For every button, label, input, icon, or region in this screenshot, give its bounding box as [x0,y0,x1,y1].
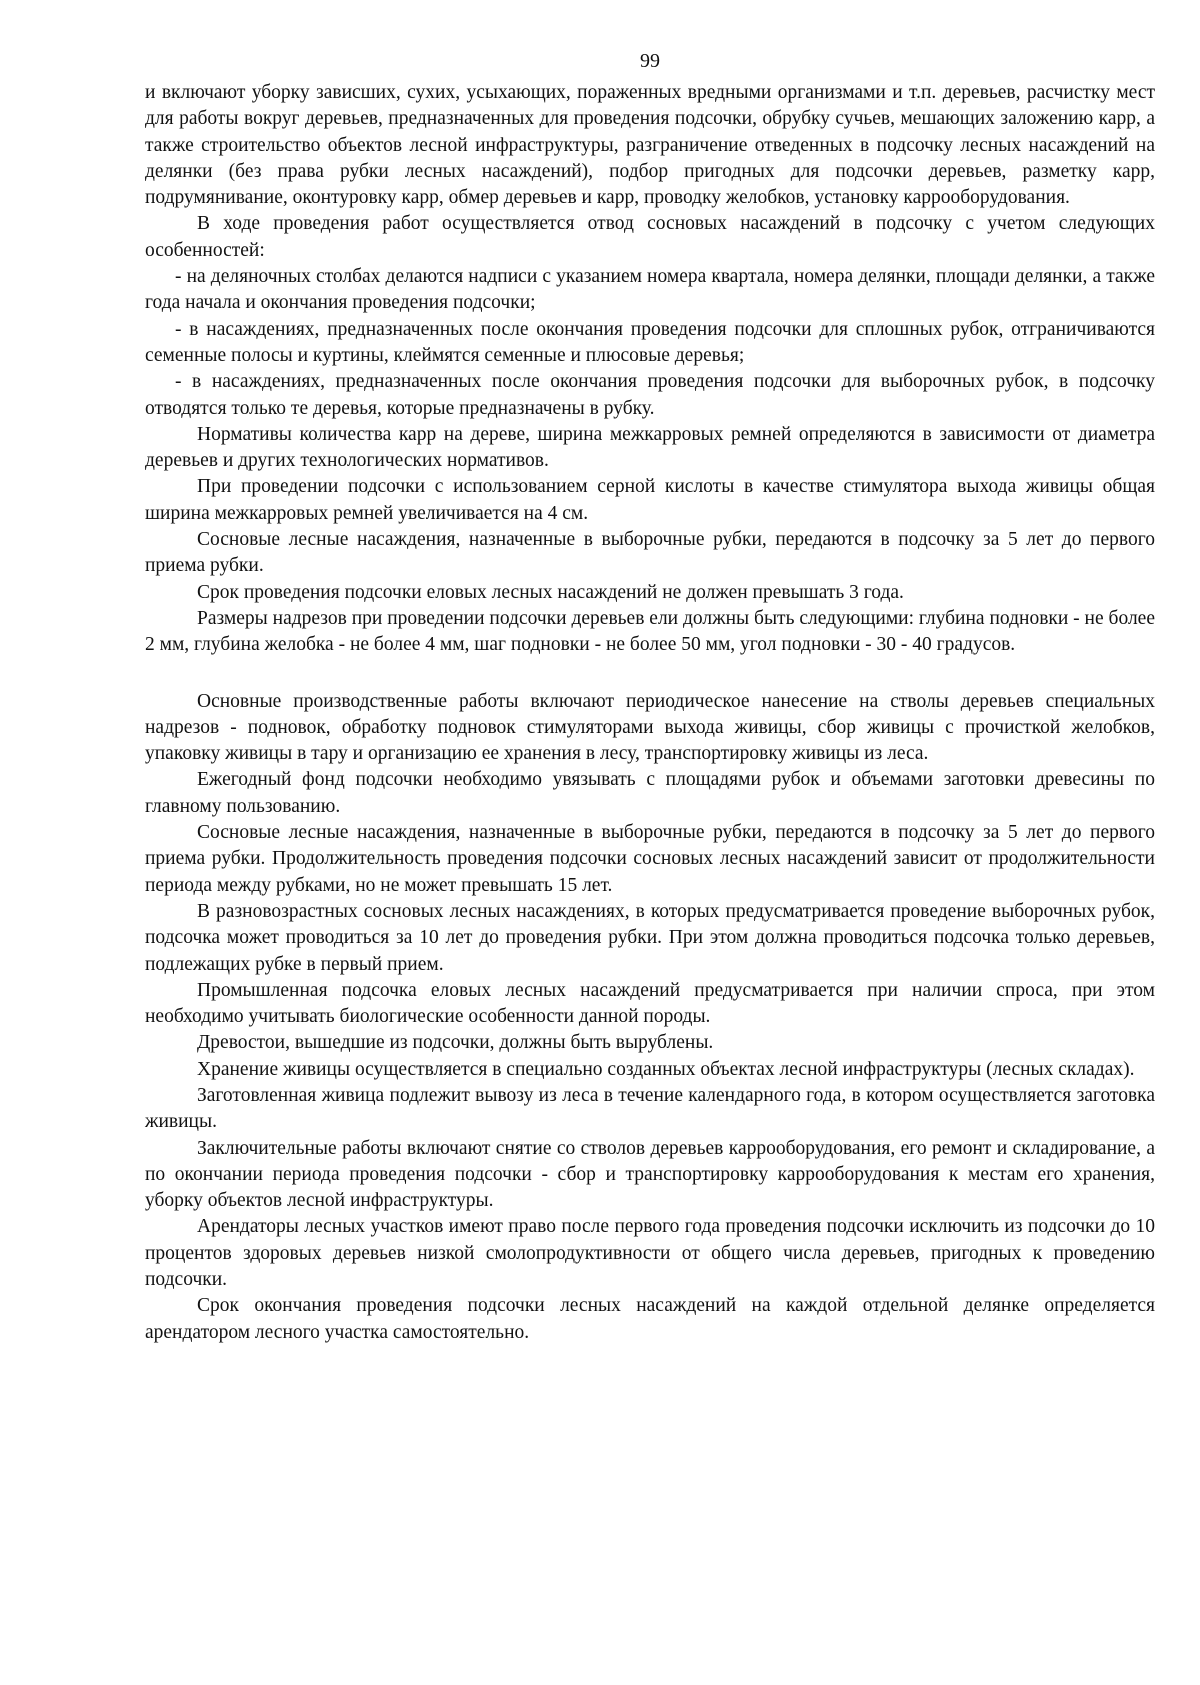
paragraph: Нормативы количества карр на дереве, ширина межкарровых ремней определяются в зависимости от диаметра деревьев и других технологических нормативов. [145,423,1155,472]
paragraph: Заключительные работы включают снятие со стволов деревьев каррооборудования, его ремонт и складирование, а по окончании периода проведения подсочки - сбор и транспортировку каррооборудования к местам его хранения, уборку объектов лесной инфраструктуры. [145,1137,1155,1212]
paragraph: Размеры надрезов при проведении подсочки деревьев ели должны быть следующими: глубина подновки - не более 2 мм, глубина желобка - не более 4 мм, шаг подновки - не более 50 мм, угол подновки - 30 - 40 градусов. [145,607,1155,656]
paragraph: Древостои, вышедшие из подсочки, должны быть вырублены. [197,1032,714,1054]
paragraph: Хранение живицы осуществляется в специально созданных объектах лесной инфраструктуры (лесных складах). [197,1058,1135,1080]
paragraph: Срок окончания проведения подсочки лесных насаждений на каждой отдельной делянке определяется арендатором лесного участка самостоятельно. [145,1295,1155,1343]
paragraph: и включают уборку зависших, сухих, усыхающих, пораженных вредными организмами и т.п. деревьев, расчистку мест для работы вокруг деревьев, предназначенных для проведения подсочки, обрубку сучьев, мешающих заложению карр, а также строительство объектов лесной инфраструктуры, разграничение отведенных в подсочку лесных насаждений на делянки (без права рубки лесных насаждений), подбор пригодных для подсочки деревьев, разметку карр, подрумянивание, оконтуровку карр, обмер деревьев и карр, проводку желобков, установку каррооборудования. [145,82,1155,209]
paragraph: При проведении подсочки с использованием серной кислоты в качестве стимулятора выхода живицы общая ширина межкарровых ремней увеличивается на 4 см. [145,476,1155,524]
paragraph: Срок проведения подсочки еловых лесных насаждений не должен превышать 3 года. [197,581,904,603]
paragraph: Заготовленная живица подлежит вывозу из леса в течение календарного года, в котором осуществляется заготовка живицы. [145,1084,1155,1133]
list-item: - в насаждениях, предназначенных после окончания проведения подсочки для выборочных рубок, в подсочку отводятся только те деревья, которые предназначены в рубку. [145,371,1155,419]
paragraph: Сосновые лесные насаждения, назначенные в выборочные рубки, передаются в подсочку за 5 лет до первого приема рубки. [145,529,1155,577]
paragraph: Сосновые лесные насаждения, назначенные в выборочные рубки, передаются в подсочку за 5 лет до первого приема рубки. Продолжительность проведения подсочки сосновых лесных насаждений зависит от продолжительности периода между рубками, но не может превышать 15 лет. [145,822,1155,896]
paragraph: В ходе проведения работ осуществляется отвод сосновых насаждений в подсочку с учетом следующих особенностей: [145,213,1155,261]
page-content [145,50,1155,1346]
section-preparatory-works [145,80,1155,659]
paragraph: Промышленная подсочка еловых лесных насаждений предусматривается при наличии спроса, при этом необходимо учитывать биологические особенности данной породы. [145,979,1155,1028]
page-number: 99 [640,50,660,72]
section-main-works [145,689,1155,1346]
paragraph: Основные производственные работы включают периодическое нанесение на стволы деревьев специальных надрезов - подновок, обработку подновок стимуляторами выхода живицы, сбор живицы с прочисткой желобков, упаковку живицы в тару и организацию ее хранения в лесу, транспортировку живицы из леса. [145,690,1155,765]
paragraph: В разновозрастных сосновых лесных насаждениях, в которых предусматривается проведение выборочных рубок, подсочка может проводиться за 10 лет до проведения рубки. При этом должна проводиться подсочка только деревьев, подлежащих рубке в первый прием. [145,900,1155,975]
paragraph: Арендаторы лесных участков имеют право после первого года проведения подсочки исключить из подсочки до 10 процентов здоровых деревьев низкой смолопродуктивности от общего числа деревьев, пригодных к проведению подсочки. [145,1216,1155,1291]
list-item: - на деляночных столбах делаются надписи с указанием номера квартала, номера делянки, площади делянки, а также года начала и окончания проведения подсочки; [145,266,1155,314]
section-gap [145,659,1155,689]
paragraph: Ежегодный фонд подсочки необходимо увязывать с площадями рубок и объемами заготовки древесины по главному пользованию. [145,769,1155,817]
list-item: - в насаждениях, предназначенных после окончания проведения подсочки для сплошных рубок, отграничиваются семенные полосы и куртины, клеймятся семенные и плюсовые деревья; [145,318,1155,366]
